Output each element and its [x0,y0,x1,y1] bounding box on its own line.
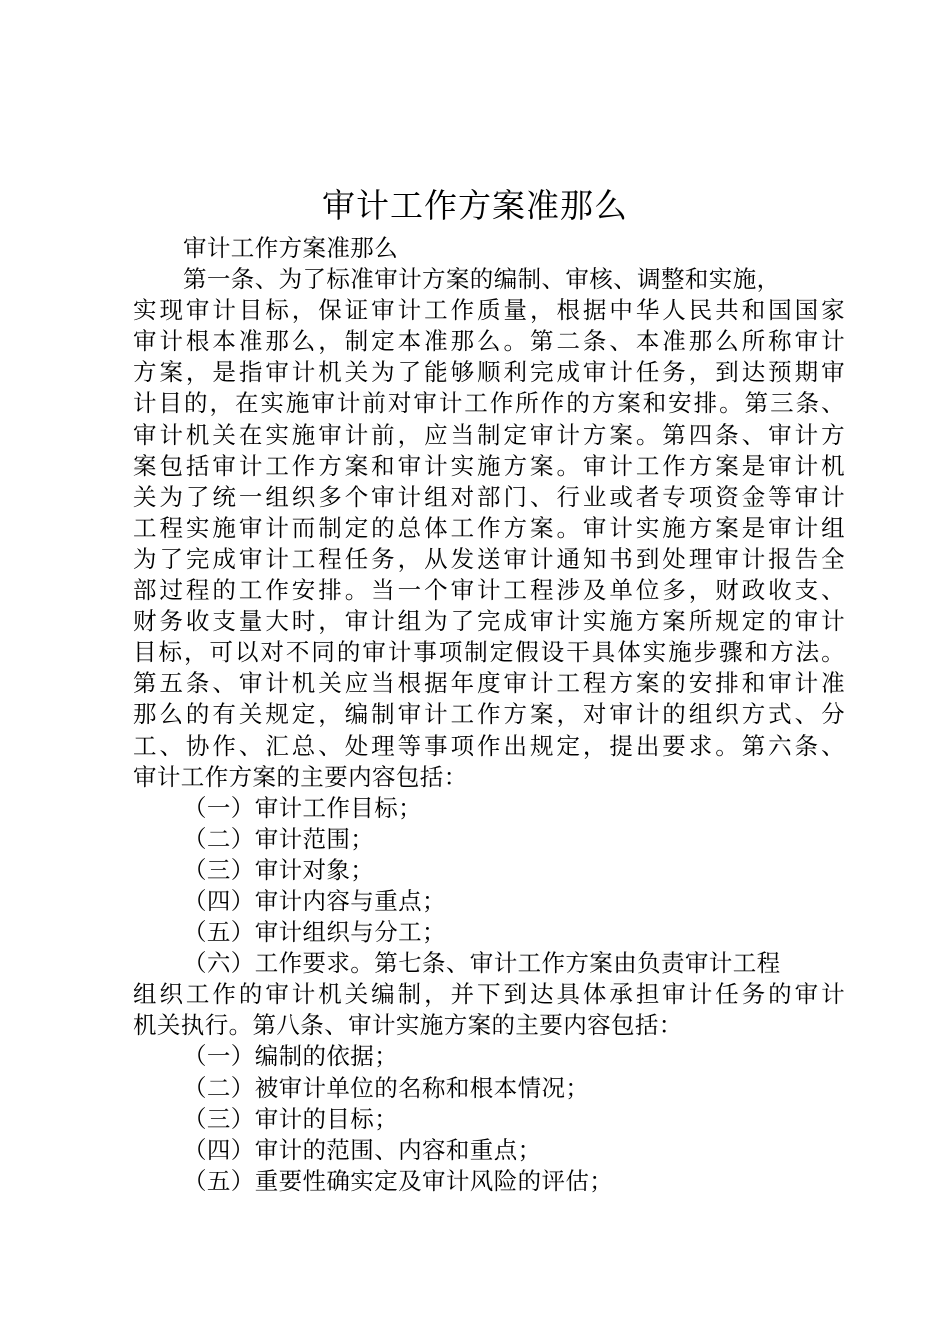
text-line: 那么的有关规定，编制审计工作方案，对审计的组织方式、分 [133,700,845,729]
text-line: 审计工作方案准那么 [183,234,399,262]
text-line: 计目的，在实施审计前对审计工作所作的方案和安排。第三条、 [133,389,845,418]
document-title: 审计工作方案准那么 [322,186,628,225]
document-body [133,233,845,1197]
text-line: 第一条、为了标准审计方案的编制、审核、调整和实施， [183,265,781,294]
text-line: 方案，是指审计机关为了能够顺利完成审计任务，到达预期审 [133,358,845,387]
text-line: 审计工作方案的主要内容包括： [133,762,468,791]
text-line: 财务收支量大时，审计组为了完成审计实施方案所规定的审计 [133,607,845,636]
list-item: （五）重要性确实定及审计风险的评估； [183,1166,614,1195]
list-item: （四）审计内容与重点； [183,886,446,915]
list-item: （二）被审计单位的名称和根本情况； [183,1073,590,1102]
text-line: 部过程的工作安排。当一个审计工程涉及单位多，财政收支、 [133,576,845,605]
list-item: （二）审计范围； [183,824,375,853]
text-line: 工程实施审计而制定的总体工作方案。审计实施方案是审计组 [133,513,845,542]
list-item: （一）审计工作目标； [183,793,422,822]
text-line: 组织工作的审计机关编制，并下到达具体承担审计任务的审计 [133,980,845,1009]
text-line: 第五条、审计机关应当根据年度审计工程方案的安排和审计准 [133,669,845,698]
text-line: 案包括审计工作方案和审计实施方案。审计工作方案是审计机 [133,451,845,480]
list-item: （三）审计的目标； [183,1104,399,1133]
text-line: 目标，可以对不同的审计事项制定假设干具体实施步骤和方法。 [133,638,845,667]
text-line: 机关执行。第八条、审计实施方案的主要内容包括： [133,1011,683,1040]
list-item: （一）编制的依据； [183,1042,399,1071]
text-line: 为了完成审计工程任务，从发送审计通知书到处理审计报告全 [133,544,845,573]
text-line: 关为了统一组织多个审计组对部门、行业或者专项资金等审计 [133,482,845,511]
list-item: （四）审计的范围、内容和重点； [183,1135,542,1164]
list-item: （三）审计对象； [183,855,375,884]
text-line: 审计机关在实施审计前，应当制定审计方案。第四条、审计方 [133,420,845,449]
text-line: 工、协作、汇总、处理等事项作出规定，提出要求。第六条、 [133,731,845,760]
text-line: 实现审计目标，保证审计工作质量，根据中华人民共和国国家 [133,296,845,325]
text-line: 审计根本准那么，制定本准那么。第二条、本准那么所称审计 [133,327,845,356]
list-item: （六）工作要求。第七条、审计工作方案由负责审计工程 [183,949,781,978]
list-item: （五）审计组织与分工； [183,918,446,947]
